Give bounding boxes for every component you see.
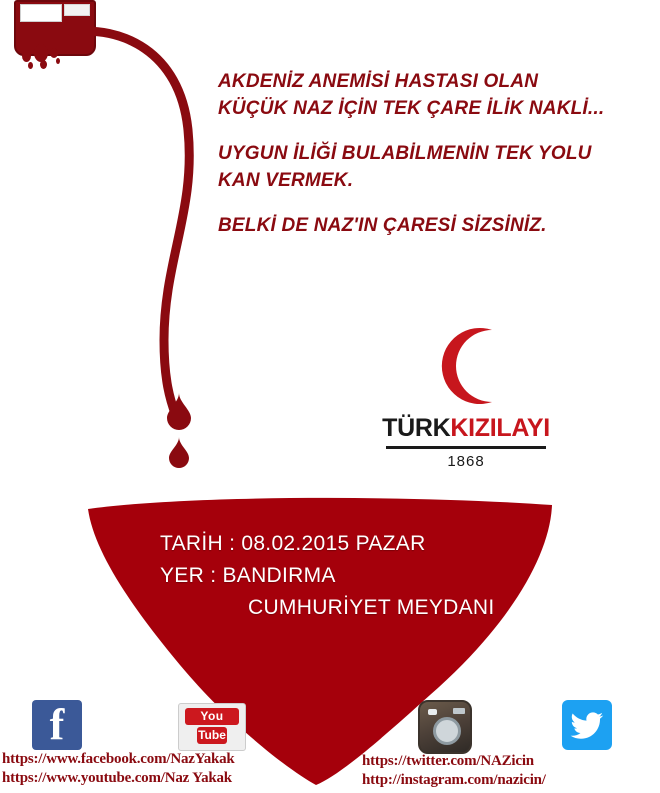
youtube-icon[interactable] [178,703,246,751]
headline-line: AKDENİZ ANEMİSİ HASTASI OLAN [218,71,539,92]
kizilay-year: 1868 [447,453,485,470]
instagram-stripe-icon [453,708,465,714]
headline-text [218,68,648,239]
event-date: TARİH : 08.02.2015 PAZAR [160,532,426,555]
headline-line: KAN VERMEK. [218,170,354,191]
social-links-left[interactable] [2,750,235,788]
headline-line: BELKİ DE NAZ'IN ÇARESİ SİZSİNİZ. [218,215,547,236]
instagram-link[interactable]: http://instagram.com/nazicin/ [362,772,546,788]
youtube-link[interactable]: https://www.youtube.com/Naz Yakak [2,770,232,786]
kizilay-wordmark [372,414,560,443]
crescent-icon [372,322,560,410]
event-place: YER : BANDIRMA [160,564,336,587]
kizilay-word-turk: TÜRK [382,414,451,442]
kizilay-logo [372,322,560,470]
headline-paragraph-2 [218,140,648,194]
blood-bag-label-grey [64,4,90,16]
event-place-detail: CUMHURİYET MEYDANI [248,596,495,619]
instagram-lens-icon [433,717,461,745]
youtube-icon-top-label: You [185,708,239,725]
facebook-link[interactable]: https://www.facebook.com/NazYakak [2,751,235,767]
headline-line: UYGUN İLİĞİ BULABİLMENİN TEK YOLU [218,143,592,164]
twitter-link[interactable]: https://twitter.com/NAZicin [362,753,534,769]
headline-paragraph-3 [218,212,648,239]
twitter-icon[interactable] [562,700,612,750]
kizilay-word-kizilayi: KIZILAYI [450,414,550,442]
blood-bag-label-white [20,4,62,22]
headline-line: KÜÇÜK NAZ İÇİN TEK ÇARE İLİK NAKLİ... [218,98,605,119]
instagram-flash-icon [428,709,437,715]
headline-paragraph-1 [218,68,648,122]
facebook-icon[interactable]: f [32,700,82,750]
event-details [160,528,495,624]
youtube-icon-bottom-label: Tube [198,728,226,742]
blood-drop-icon [166,392,192,430]
instagram-icon[interactable] [418,700,472,754]
social-links-right[interactable] [362,752,546,790]
blood-drop-small-icon [168,436,190,468]
kizilay-divider [386,446,546,449]
